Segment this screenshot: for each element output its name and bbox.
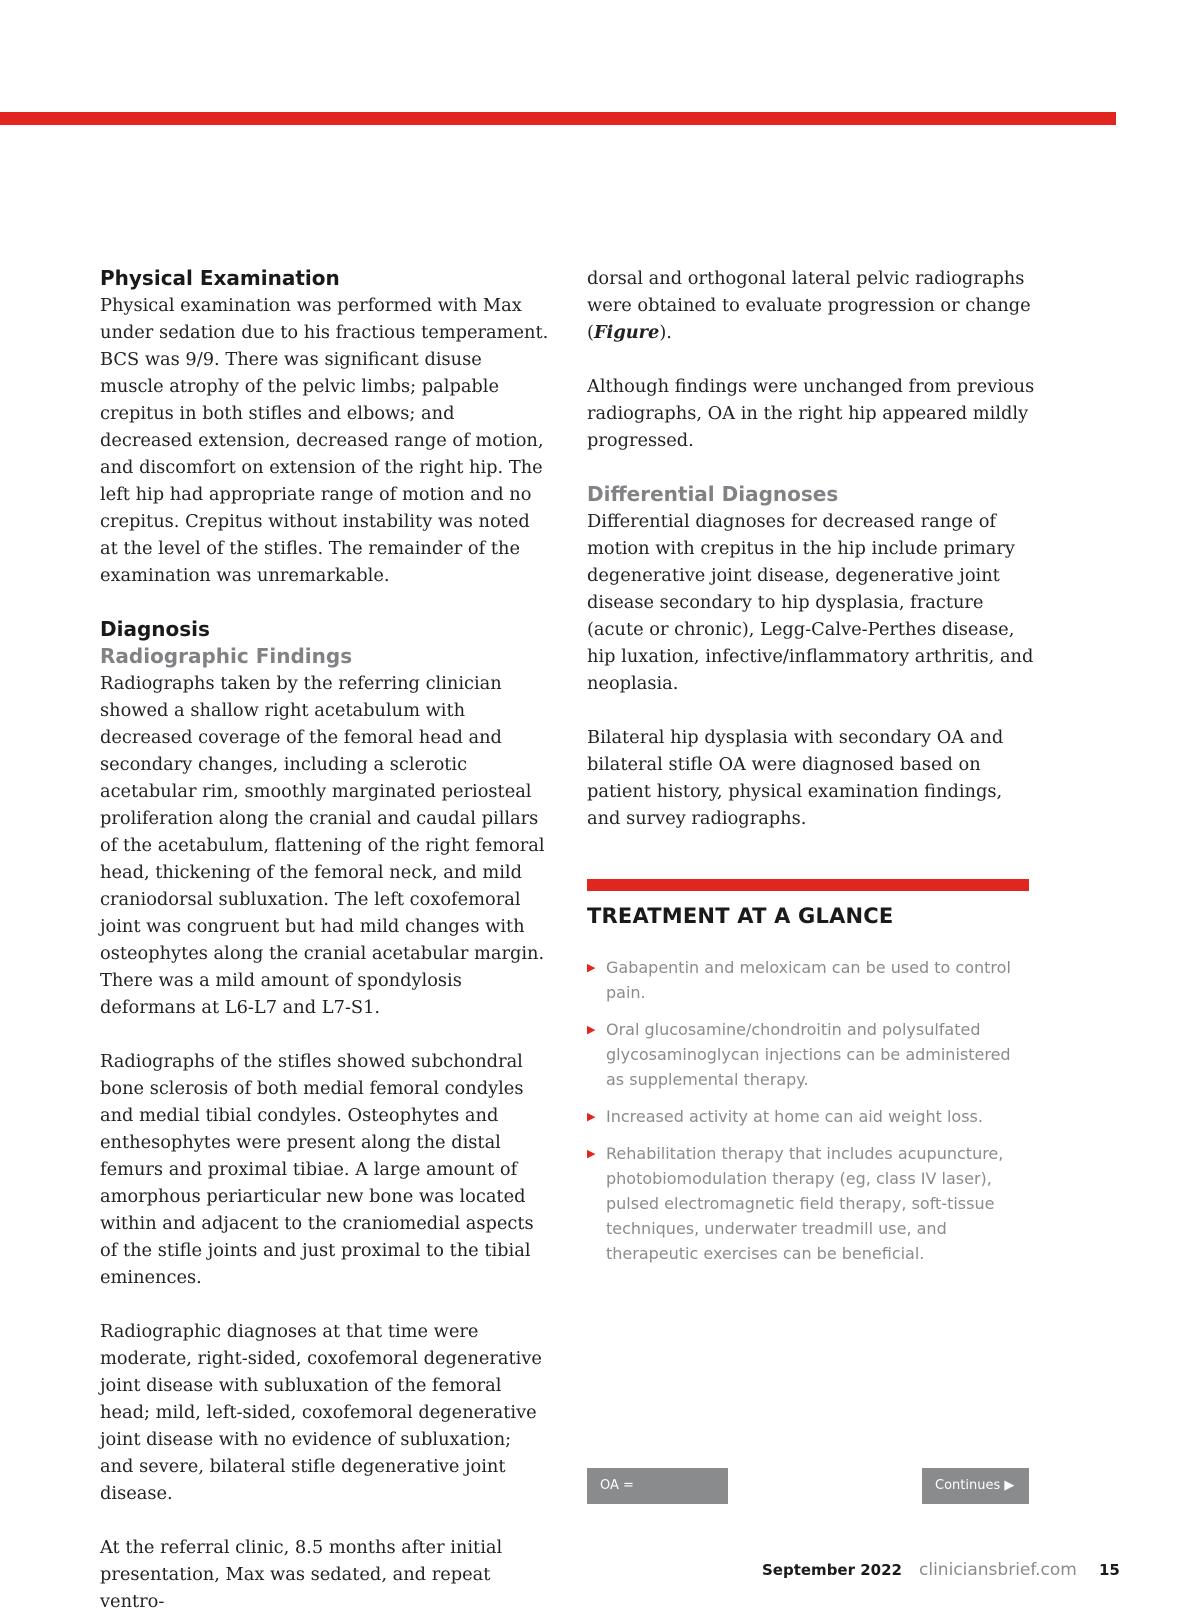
page-number: 15	[1099, 1561, 1120, 1579]
treatment-item-text: Increased activity at home can aid weight loss.	[606, 1107, 983, 1126]
treatment-item	[587, 1104, 1033, 1129]
left-column	[100, 265, 550, 1615]
triangle-bullet-icon: ▶	[587, 961, 596, 974]
footer-date: September 2022	[762, 1561, 902, 1579]
abbreviation-tag: OA = osteoarthritis	[587, 1468, 728, 1504]
treatment-item	[587, 955, 1033, 1005]
continued-text-after: ).	[659, 322, 672, 343]
differential-diagnoses-heading: Differential Diagnoses	[587, 482, 839, 506]
bilateral-paragraph: Bilateral hip dysplasia with secondary OA and bilateral stifle OA were diagnosed based on patient history, physical examination findings, and survey radiographs.	[587, 727, 1004, 829]
treatment-accent-bar	[587, 879, 1029, 891]
treatment-item	[587, 1141, 1033, 1266]
treatment-list	[587, 955, 1033, 1278]
triangle-bullet-icon: ▶	[587, 1110, 596, 1123]
continues-button[interactable]: Continues ▶	[922, 1468, 1029, 1504]
continued-text-before: dorsal and orthogonal lateral pelvic radiographs were obtained to evaluate progression or change (	[587, 268, 1031, 343]
footer-site-link[interactable]: cliniciansbrief.com	[919, 1560, 1077, 1580]
differential-paragraph: Differential diagnoses for decreased range of motion with crepitus in the hip include primary degenerative joint disease, degenerative joint disease secondary to hip dysplasia, fracture (acute or chronic), Legg-Calve-Perthes disease, hip luxation, infective/inflammatory arthritis, and neoplasia.	[587, 511, 1034, 694]
triangle-bullet-icon: ▶	[587, 1147, 596, 1160]
right-column	[587, 265, 1039, 832]
referral-paragraph: At the referral clinic, 8.5 months after initial presentation, Max was sedated, and repeat ventro-	[100, 1537, 503, 1612]
continued-paragraph	[587, 265, 1039, 346]
treatment-title: TREATMENT AT A GLANCE	[587, 904, 894, 928]
triangle-bullet-icon: ▶	[587, 1023, 596, 1036]
radiographic-paragraph-3: Radiographic diagnoses at that time were moderate, right-sided, coxofemoral degenerative joint disease with subluxation of the femoral head; mild, left-sided, coxofemoral degenerative joint disease with no evidence of subluxation; and severe, bilateral stifle degenerative joint disease.	[100, 1321, 542, 1504]
header-accent-bar	[0, 112, 1116, 125]
radiographic-paragraph-2: Radiographs of the stifles showed subchondral bone sclerosis of both medial femoral condyles and medial tibial condyles. Osteophytes and enthesophytes were present along the distal femurs and proximal tibiae. A large amount of amorphous periarticular new bone was located within and adjacent to the craniomedial aspects of the stifle joints and just proximal to the tibial eminences.	[100, 1051, 534, 1288]
diagnosis-heading: Diagnosis	[100, 617, 210, 641]
treatment-item	[587, 1017, 1033, 1092]
figure-reference-link[interactable]: Figure	[593, 322, 660, 343]
treatment-item-text: Gabapentin and meloxicam can be used to control pain.	[606, 958, 1011, 1002]
radiographic-findings-heading: Radiographic Findings	[100, 644, 353, 668]
physical-exam-paragraph: Physical examination was performed with Max under sedation due to his fractious temperament. BCS was 9/9. There was significant disuse muscle atrophy of the pelvic limbs; palpable crepitus in both stifles and elbows; and decreased extension, decreased range of motion, and discomfort on extension of the right hip. The left hip had appropriate range of motion and no crepitus. Crepitus without instability was noted at the level of the stifles. The remainder of the examination was unremarkable.	[100, 295, 549, 586]
treatment-item-text: Rehabilitation therapy that includes acupuncture, photobiomodulation therapy (eg, class IV laser), pulsed electromagnetic field therapy, soft-tissue techniques, underwater treadmill use, and therapeutic exercises can be beneficial.	[606, 1144, 1004, 1263]
radiographic-paragraph-1: Radiographs taken by the referring clinician showed a shallow right acetabulum with decreased coverage of the femoral head and secondary changes, including a sclerotic acetabular rim, smoothly marginated periosteal proliferation along the cranial and caudal pillars of the acetabulum, flattening of the right femoral head, thickening of the femoral neck, and mild craniodorsal subluxation. The left coxofemoral joint was congruent but had mild changes with osteophytes along the cranial acetabular margin. There was a mild amount of spondylosis deformans at L6-L7 and L7-S1.	[100, 673, 545, 1018]
although-paragraph: Although findings were unchanged from previous radiographs, OA in the right hip appeared mildly progressed.	[587, 376, 1035, 451]
treatment-item-text: Oral glucosamine/chondroitin and polysulfated glycosaminoglycan injections can be administered as supplemental therapy.	[606, 1020, 1011, 1089]
physical-exam-heading: Physical Examination	[100, 266, 340, 290]
